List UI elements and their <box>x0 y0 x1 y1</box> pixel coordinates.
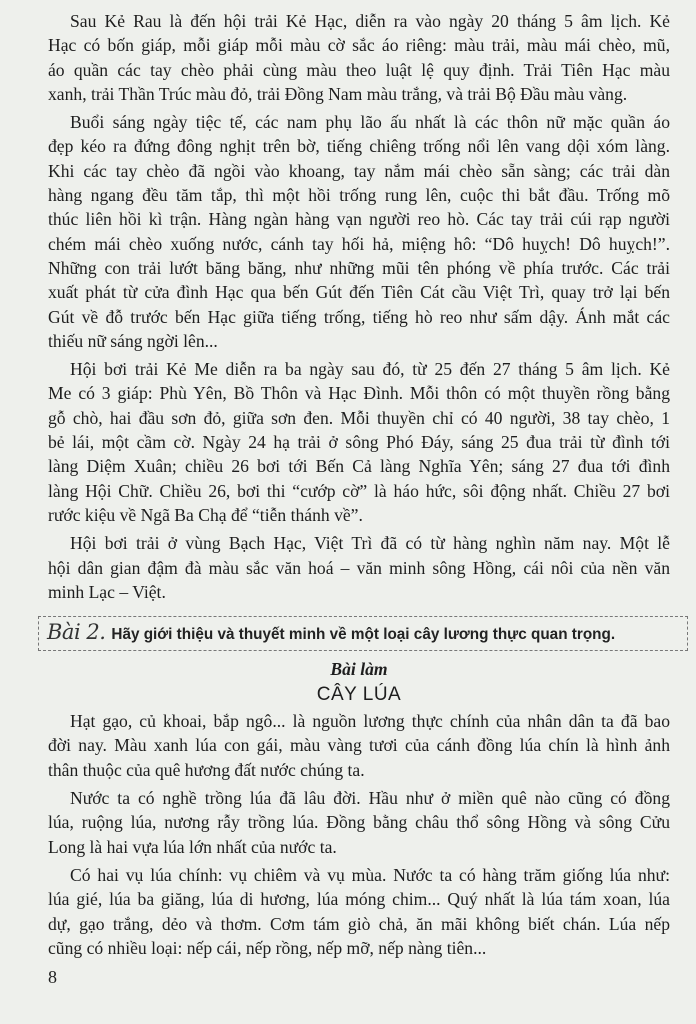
paragraph <box>48 110 670 353</box>
text-line: thúc liên hồi kì trận. Hàng ngàn hàng vạn người reo hò. Các tay trải cúi rạp người <box>48 209 670 230</box>
section-festival-text <box>48 9 670 604</box>
text-line: rước kiệu về Ngã Ba Chạ để “tiễn thánh về”. <box>48 504 363 525</box>
paragraph <box>48 863 670 960</box>
paragraph <box>48 709 670 782</box>
paragraph <box>48 357 670 527</box>
exercise-label: Bài 2. <box>47 620 106 645</box>
text-line: hàng ngang đều tăm tắp, thì một hồi trống rung lên, cuộc thi bắt đầu. Trống mõ <box>48 185 670 206</box>
answer-title: CÂY LÚA <box>316 684 402 706</box>
text-line: Hội bơi trải Kẻ Me diễn ra ba ngày sau đó, từ 25 đến 27 tháng 5 âm lịch. Kẻ <box>70 359 670 380</box>
exercise-prompt: Hãy giới thiệu và thuyết minh về một loại cây lương thực quan trọng. <box>111 626 616 644</box>
text-line: Những con trải lướt băng băng, như những mũi tên phóng về phía trước. Các trải <box>48 257 670 278</box>
exercise-box <box>38 616 688 651</box>
text-line: đời nay. Màu xanh lúa con gái, màu vàng tươi của cánh đồng lúa chín là hình ảnh <box>48 735 670 756</box>
document-page <box>48 9 670 988</box>
text-line: thiếu nữ sáng ngời lên... <box>48 330 218 351</box>
text-line: Có hai vụ lúa chính: vụ chiêm và vụ mùa. Nước ta có hàng trăm giống lúa như: <box>70 864 670 885</box>
text-line: Khi các tay chèo đã ngồi vào khoang, tay nắm mái chèo sẵn sàng; các trải dàn <box>48 160 670 181</box>
answer-text <box>48 709 670 960</box>
paragraph <box>48 786 670 859</box>
paragraph <box>48 9 670 106</box>
text-line: xuất phát từ cửa đình Hạc qua bến Gút đến Tiên Cát cầu Việt Trì, quay trở lại bến <box>48 282 670 303</box>
text-line: bẻ lái, một cầm cờ. Ngày 24 hạ trải ở sông Phó Đáy, sáng 25 đua trải từ đình tới <box>48 432 670 453</box>
answer-subheading: Bài làm <box>330 659 388 680</box>
text-line: Hội bơi trải ở vùng Bạch Hạc, Việt Trì đã có từ hàng nghìn năm nay. Một lễ <box>70 533 670 554</box>
text-line: Long là hai vựa lúa lớn nhất của nước ta. <box>48 836 337 857</box>
page-number: 8 <box>48 967 57 988</box>
text-line: gỗ chò, hai đầu sơn đỏ, giữa sơn đen. Mỗi thuyền chỉ có 40 người, 38 tay chèo, 1 <box>48 407 670 428</box>
text-line: lúa gié, lúa ba giăng, lúa di hương, lúa móng chim... Quý nhất là lúa tám xoan, lúa <box>48 889 670 910</box>
text-line: xanh, trải Thần Trúc màu đỏ, trải Đồng Nam màu trắng, và trải Bộ Đầu màu vàng. <box>48 83 628 104</box>
text-line: thân thuộc của quê hương đất nước chúng ta. <box>48 759 365 780</box>
text-line: cũng có nhiều loại: nếp cái, nếp rồng, nếp mỡ, nếp nàng tiên... <box>48 937 487 958</box>
text-line: minh Lạc – Việt. <box>48 581 166 602</box>
text-line: chém mái chèo xuống nước, cánh tay hối hả, miệng hô: “Dô huỵch! Dô huỵch!”. <box>48 233 670 254</box>
text-line: Gút về đỗ trước bến Hạc giữa tiếng trống, tiếng hò reo như sấm dậy. Ánh mắt các <box>48 306 670 327</box>
text-line: đẹp kéo ra đứng đông nghịt trên bờ, tiếng chiêng trống nổi lên vang dội xóm làng. <box>48 136 670 157</box>
text-line: làng Diệm Xuân; chiều 26 bơi tới Bến Cả làng Nghĩa Yên; sáng 27 đua tới đình <box>48 456 670 477</box>
text-line: hội dân gian đậm đà màu sắc văn hoá – văn minh sông Hồng, cái nôi của nền văn <box>48 557 670 578</box>
text-line: Me có 3 giáp: Phù Yên, Bồ Thôn và Hạc Đình. Mỗi thôn có một thuyền rồng bằng <box>48 383 670 404</box>
text-line: làng Hội Chữ. Chiều 26, bơi thi “cướp cờ” là háo hức, sôi động nhất. Chiều 27 bơi <box>48 480 670 501</box>
text-line: lúa, ruộng lúa, nương rẫy trồng lúa. Đồng bằng châu thổ sông Hồng và sông Cửu <box>48 812 670 833</box>
text-line: Hạc có bốn giáp, mỗi giáp mỗi màu cờ sắc áo riêng: màu trải, màu mái chèo, mũ, <box>48 35 670 56</box>
text-line: áo quần các tay chèo phải cùng màu theo luật lệ quy định. Trải Tiên Hạc màu <box>48 59 670 80</box>
text-line: Buổi sáng ngày tiệc tế, các nam phụ lão ấu nhất là các thôn nữ mặc quần áo <box>70 112 670 133</box>
paragraph <box>48 531 670 604</box>
text-line: dự, gạo trắng, dẻo và thơm. Cơm tám giò chả, ăn mãi không biết chán. Lúa nếp <box>48 913 670 934</box>
text-line: Sau Kẻ Rau là đến hội trải Kẻ Hạc, diễn ra vào ngày 20 tháng 5 âm lịch. Kẻ <box>70 11 670 31</box>
text-line: Hạt gạo, củ khoai, bắp ngô... là nguồn lương thực chính của nhân dân ta đã bao <box>70 711 670 732</box>
text-line: Nước ta có nghề trồng lúa đã lâu đời. Hầu như ở miền quê nào cũng có đồng <box>70 788 670 809</box>
